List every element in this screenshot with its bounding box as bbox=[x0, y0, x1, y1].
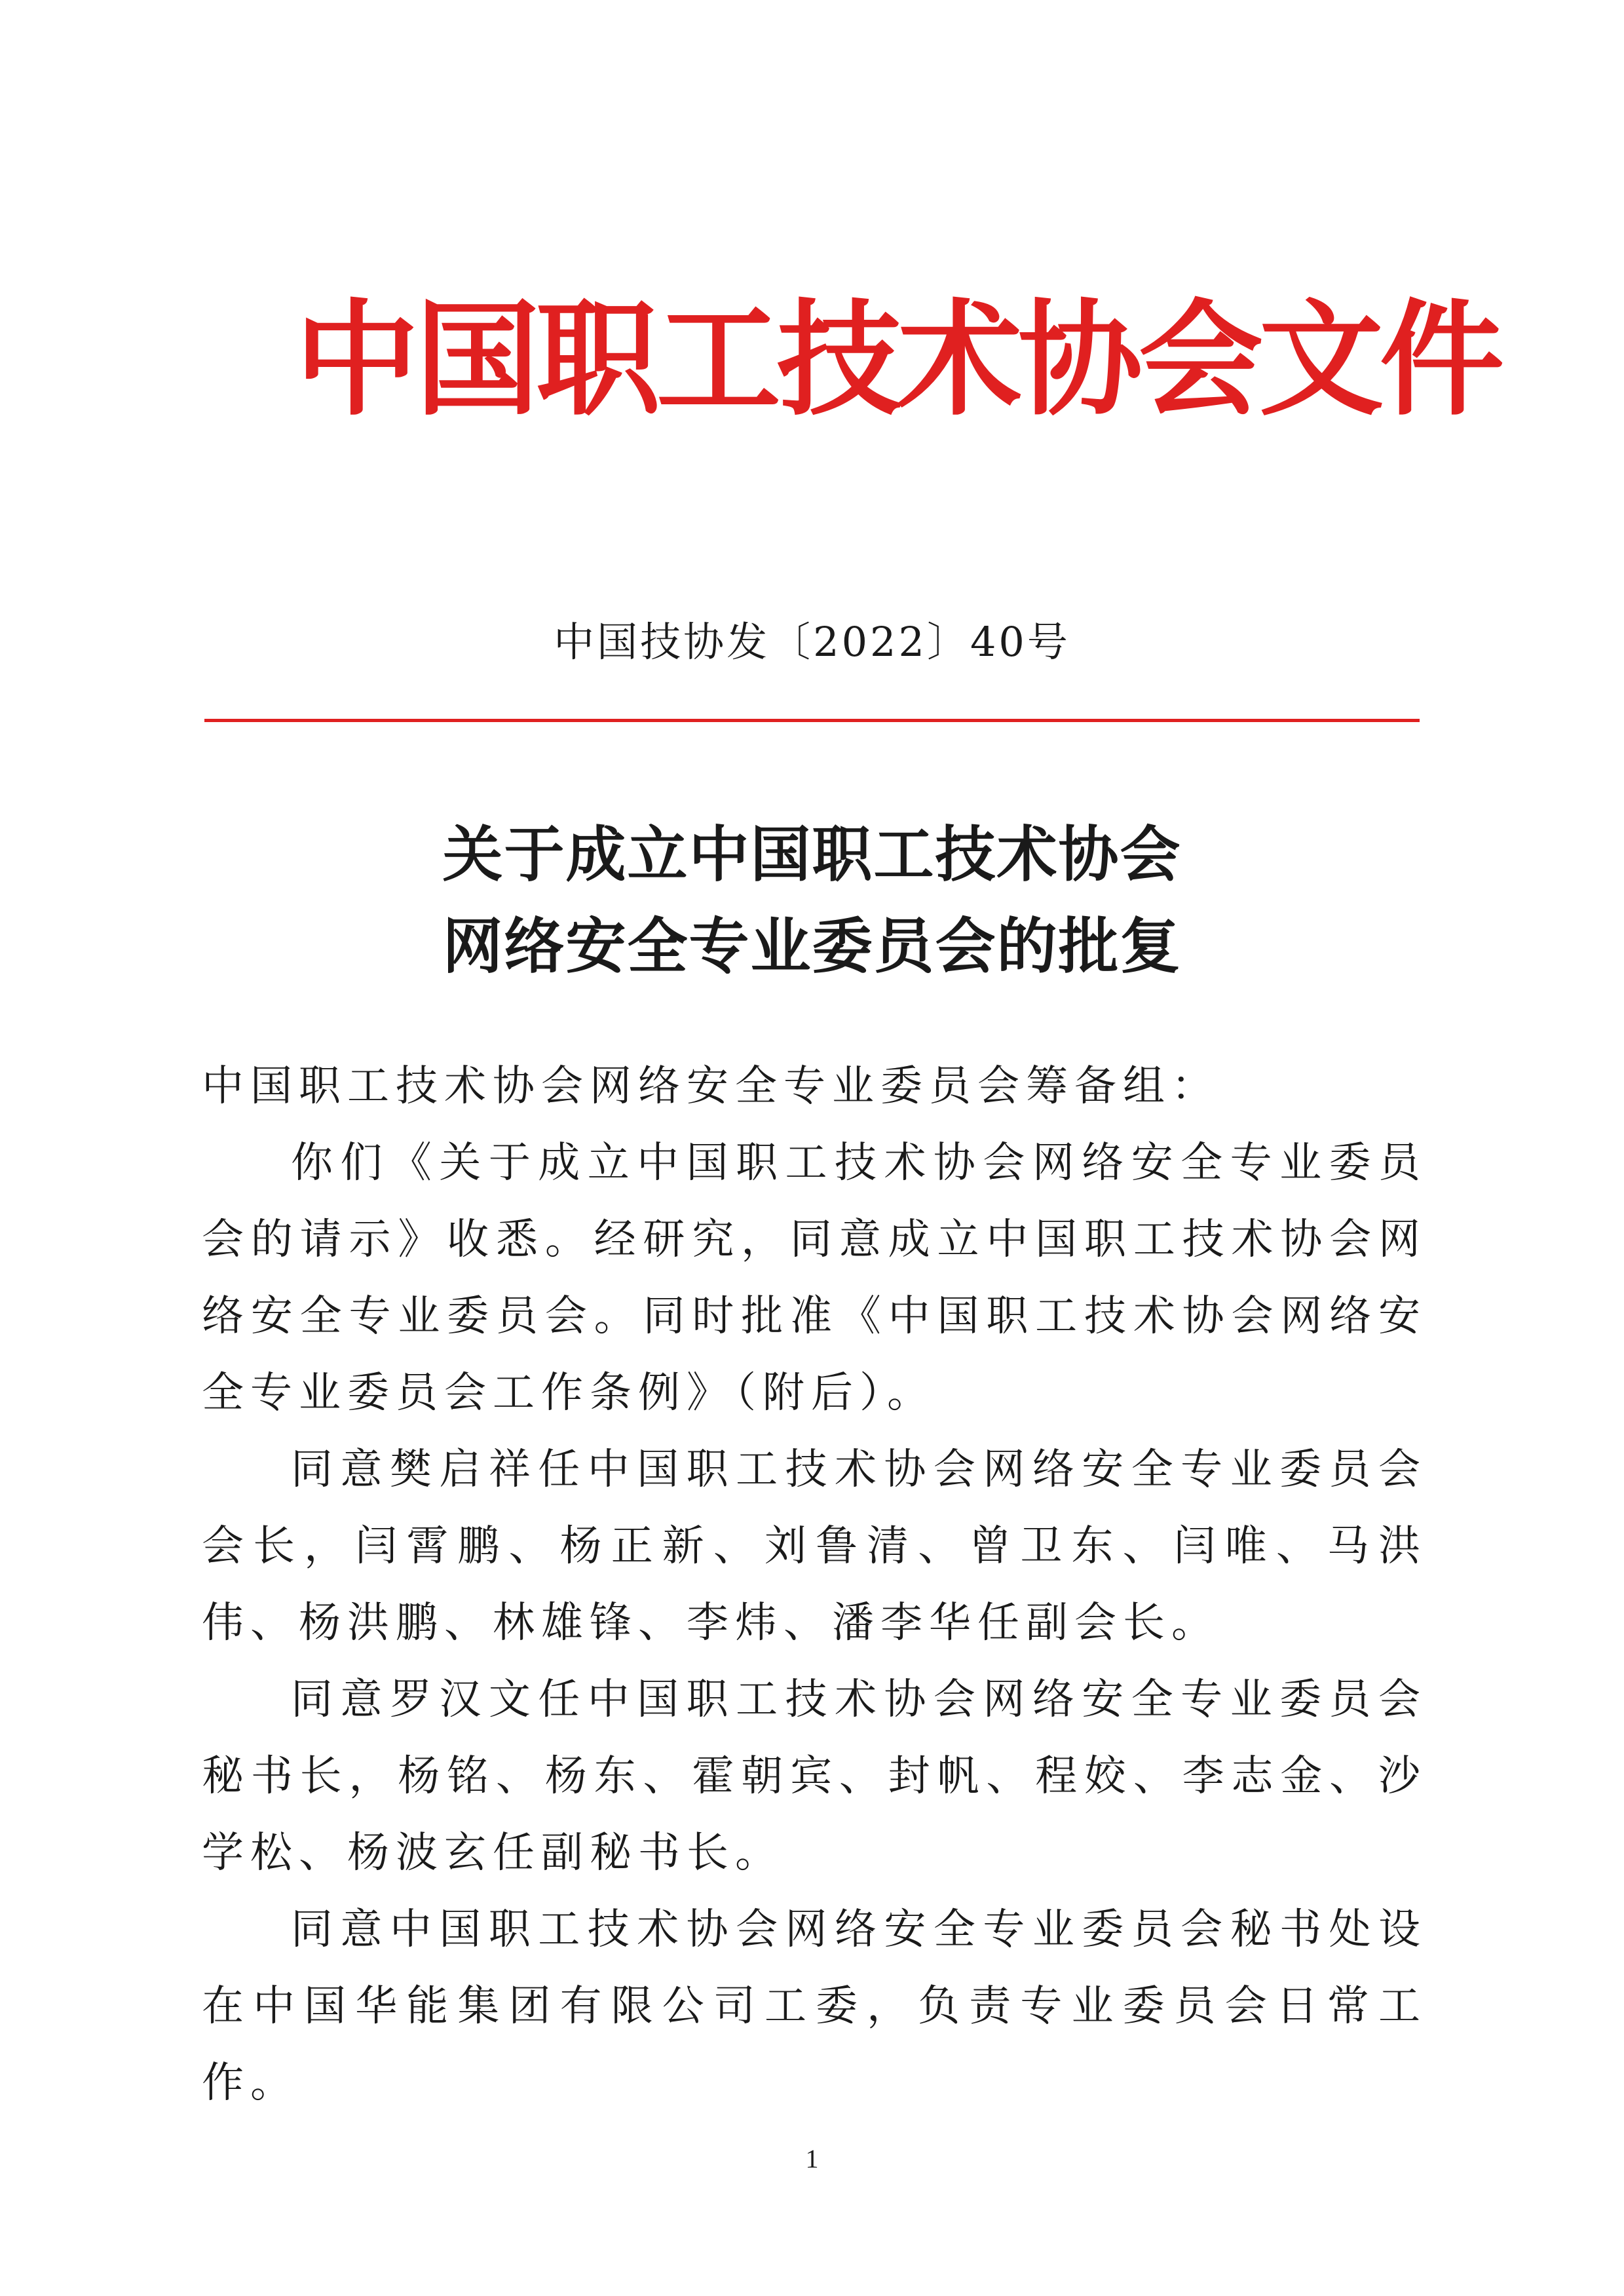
paragraph-secretary-appointment: 同意罗汉文任中国职工技术协会网络安全专业委员会秘书长，杨铭、杨东、霍朝宾、封帆、程姣、李志金、沙学松、杨波玄任副秘书长。 bbox=[202, 1675, 1427, 1877]
paragraph-acknowledgement: 你们《关于成立中国职工技术协会网络安全专业委员会的请示》收悉。经研究，同意成立中国职工技术协会网络安全专业委员会。同时批准《中国职工技术协会网络安全专业委员会工作条例》（附后）。 bbox=[202, 1139, 1427, 1417]
document-title-line-1: 关于成立中国职工技术协会 bbox=[442, 820, 1182, 890]
document-number: 中国技协发〔2022〕40号 bbox=[554, 618, 1070, 666]
document-body bbox=[202, 1048, 1427, 2122]
document-masthead: 中国职工技术协会文件 bbox=[295, 288, 1501, 432]
paragraph-secretariat: 同意中国职工技术协会网络安全专业委员会秘书处设在中国华能集团有限公司工委，负责专业委员会日常工作。 bbox=[202, 1905, 1427, 2107]
document-title-line-2: 网络安全专业委员会的批复 bbox=[442, 911, 1182, 982]
red-separator-line bbox=[204, 719, 1420, 722]
page-number: 1 bbox=[805, 2144, 819, 2173]
paragraph-president-appointment: 同意樊启祥任中国职工技术协会网络安全专业委员会会长，闫霄鹏、杨正新、刘鲁清、曾卫东、闫唯、马洪伟、杨洪鹏、林雄锋、李炜、潘李华任副会长。 bbox=[202, 1445, 1427, 1647]
salutation: 中国职工技术协会网络安全专业委员会筹备组： bbox=[202, 1062, 1220, 1111]
